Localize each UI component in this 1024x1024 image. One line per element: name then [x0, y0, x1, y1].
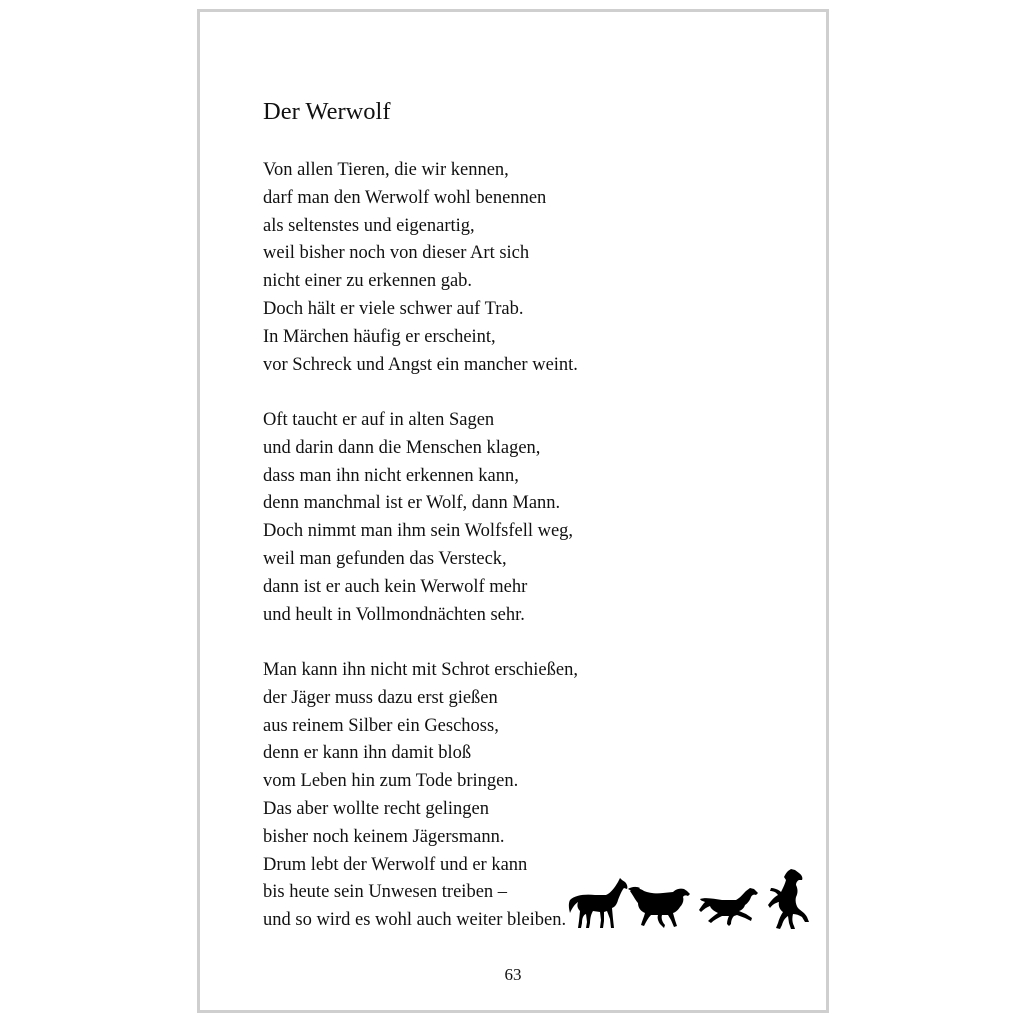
horse-silhouette-icon — [768, 869, 809, 929]
poem-line: weil bisher noch von dieser Art sich — [263, 243, 530, 264]
poem-line: darf man den Werwolf wohl benennen — [263, 187, 547, 208]
poem-line: Von allen Tieren, die wir kennen, — [263, 160, 509, 180]
poem-line: nicht einer zu erkennen gab. — [263, 271, 473, 292]
poem-line: Doch hält er viele schwer auf Trab. — [263, 298, 524, 319]
poem-line: denn manchmal ist er Wolf, dann Mann. — [263, 493, 561, 514]
poem-line: dann ist er auch kein Werwolf mehr — [263, 576, 528, 597]
poem-line: Das aber wollte recht gelingen — [263, 798, 490, 819]
horse-silhouette-icon — [699, 888, 758, 926]
horse-silhouette-icon — [628, 887, 690, 928]
poem-line: bisher noch keinem Jägersmann. — [263, 826, 505, 847]
poem-line: Oft taucht er auf in alten Sagen — [263, 410, 495, 430]
poem-line: und heult in Vollmondnächten sehr. — [263, 604, 525, 625]
book-page — [197, 9, 829, 1013]
poem-line: vor Schreck und Angst ein mancher weint. — [263, 354, 578, 375]
poem-line: Drum lebt der Werwolf und er kann — [263, 854, 528, 875]
poem-line: denn er kann ihn damit bloß — [263, 743, 472, 764]
poem-line: In Märchen häufig er erscheint, — [263, 326, 496, 347]
poem-line: dass man ihn nicht erkennen kann, — [263, 465, 519, 486]
poem-line: Doch nimmt man ihm sein Wolfsfell weg, — [263, 521, 574, 542]
poem-line: als seltenstes und eigenartig, — [263, 215, 475, 236]
stanza-2 — [263, 407, 573, 629]
horse-silhouette-icon — [569, 878, 628, 928]
poem-title: Der Werwolf — [263, 98, 391, 125]
stanza-3 — [263, 657, 578, 935]
poem-line: der Jäger muss dazu erst gießen — [263, 687, 498, 708]
horses-silhouette-icon — [566, 867, 814, 933]
poem-line: vom Leben hin zum Tode bringen. — [263, 771, 519, 792]
poem-line: und so wird es wohl auch weiter bleiben. — [263, 910, 567, 931]
page-number: 63 — [504, 965, 522, 984]
poem-line: weil man gefunden das Versteck, — [263, 548, 507, 569]
poem-line: aus reinem Silber ein Geschoss, — [263, 715, 499, 736]
stanza-1 — [263, 157, 578, 379]
poem-line: Man kann ihn nicht mit Schrot erschießen, — [263, 660, 578, 680]
poem-line: bis heute sein Unwesen treiben – — [263, 882, 508, 903]
poem-line: und darin dann die Menschen klagen, — [263, 437, 541, 458]
